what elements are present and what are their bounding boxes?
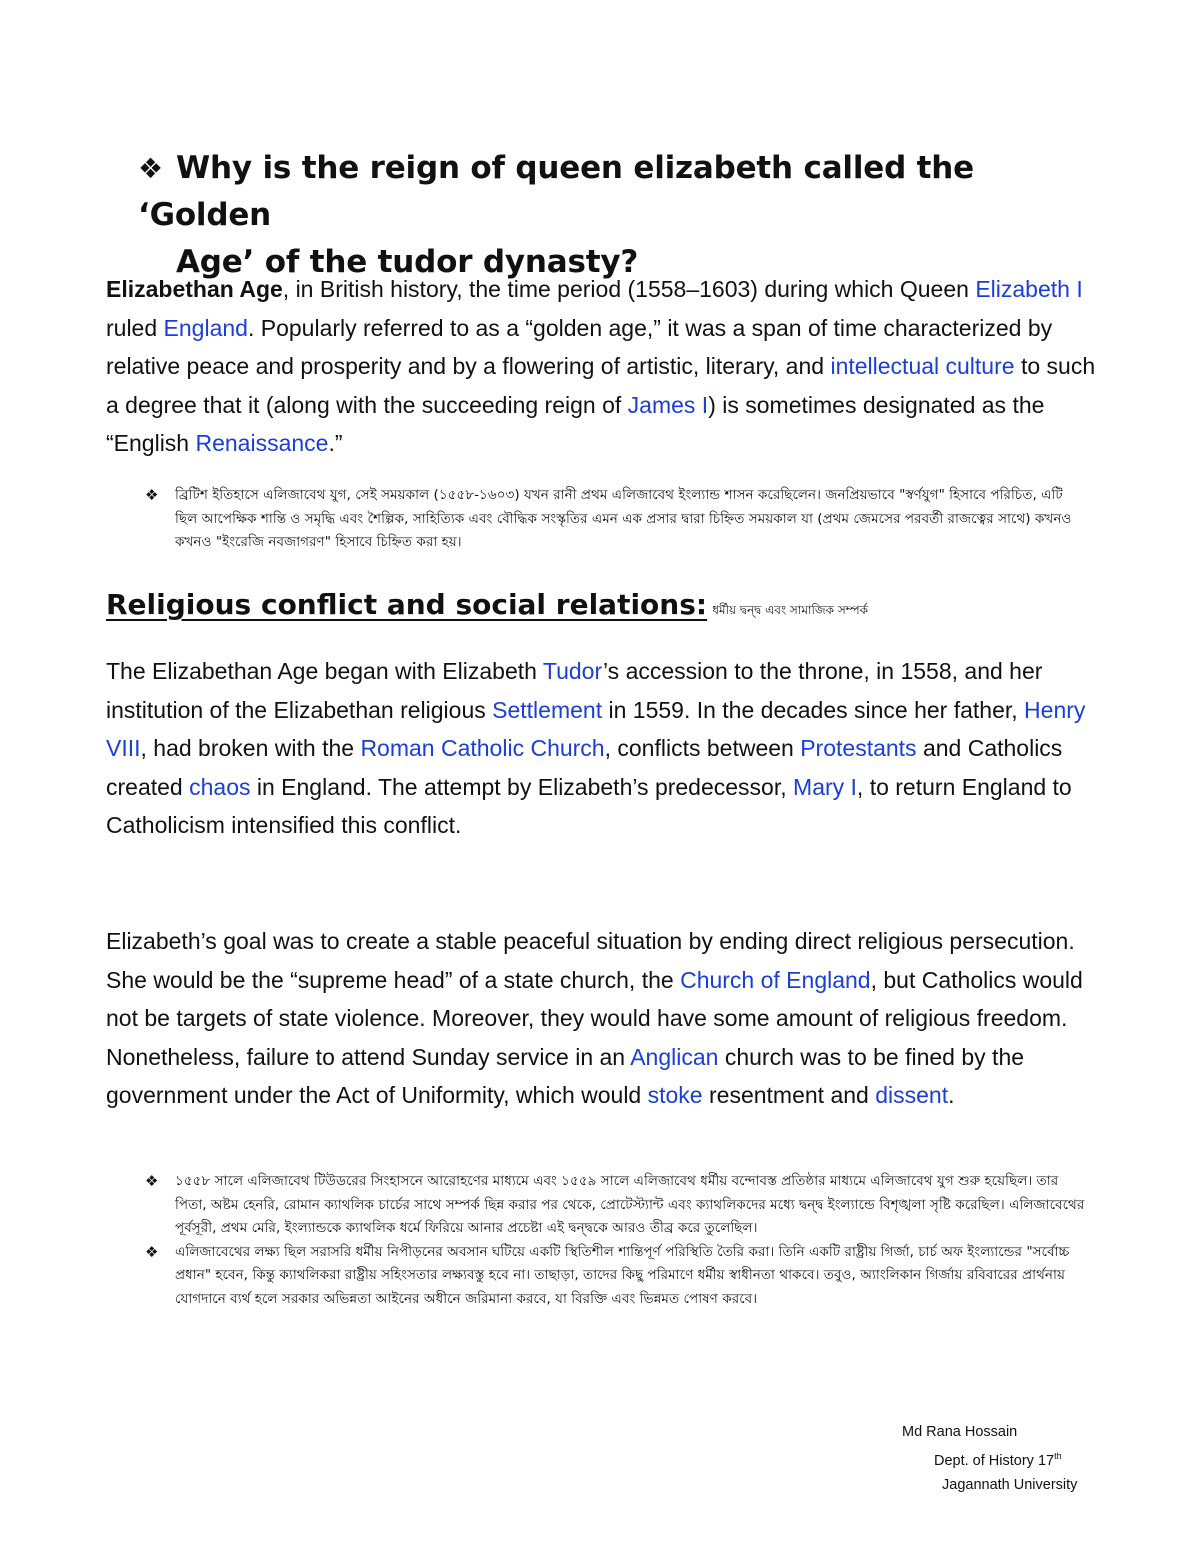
- link-henry-viii[interactable]: Henry VIII: [106, 696, 1086, 762]
- link-stoke[interactable]: stoke: [647, 1082, 703, 1109]
- author-department: Dept. of History 17th: [934, 1451, 1062, 1469]
- link-renaissance[interactable]: Renaissance: [195, 430, 329, 457]
- link-settlement[interactable]: Settlement: [492, 696, 603, 723]
- link-elizabeth-i[interactable]: Elizabeth I: [975, 276, 1083, 302]
- link-james-i[interactable]: James I: [627, 391, 709, 418]
- diamond-bullet-icon: ❖: [138, 152, 163, 185]
- list-item: ❖ ১৫৫৮ সালে এলিজাবেথ টিউডরের সিংহাসনে আরোহণের মাধ্যমে এবং ১৫৫৯ সালে এলিজাবেথ ধর্মীয় বন্দোবস্ত প্রতিষ্ঠার মাধ্যমে এলিজাবেথ যুগ শুরু হয়েছিল। তার পিতা, অষ্টম হেনরি, রোমান ক্যাথলিক চার্চের সাথে সম্পর্ক ছিন্ন করার পর থেকে, প্রোটেস্ট্যান্ট এবং ক্যাথলিকদের মধ্যে দ্বন্দ্ব ইংল্যান্ডে বিশৃঙ্খলা সৃষ্টি করেছিল। এলিজাবেথের পূর্বসূরী, প্রথম মেরি, ইংল্যান্ডকে ক্যাথলিক ধর্মে ফিরিয়ে আনার প্রচেষ্টা এই দ্বন্দ্বকে আরও তীব্র করে তুলেছিল।: [145, 1172, 1085, 1237]
- link-mary-i[interactable]: Mary I: [793, 773, 857, 800]
- section-heading: [106, 588, 1106, 622]
- link-tudor[interactable]: Tudor: [542, 658, 603, 684]
- diamond-bullet-icon: ❖: [145, 486, 159, 504]
- diamond-bullet-icon: ❖: [145, 1172, 159, 1190]
- link-anglican[interactable]: Anglican: [630, 1043, 719, 1070]
- list-item: ❖ ব্রিটিশ ইতিহাসে এলিজাবেথ যুগ, সেই সময়কাল (১৫৫৮-১৬০৩) যখন রানী প্রথম এলিজাবেথ ইংল্যান্ড শাসন করেছিলেন। জনপ্রিয়ভাবে "স্বর্ণযুগ" হিসাবে পরিচিত, এটি ছিল আপেক্ষিক শান্তি ও সমৃদ্ধি এবং শৈল্পিক, সাহিত্যিক এবং বৌদ্ধিক সংস্কৃতির এমন এক প্রসার দ্বারা চিহ্নিত সময়কাল যা (প্রথম জেমসের পরবর্তী রাজত্বের সাথে) কখনও কখনও "ইংরেজি নবজাগরণ" হিসাবে চিহ্নিত করা হয়।: [145, 486, 1072, 551]
- link-church-of-england[interactable]: Church of England: [680, 966, 871, 993]
- author-name: Md Rana Hossain: [902, 1424, 1018, 1440]
- list-item: ❖ এলিজাবেথের লক্ষ্য ছিল সরাসরি ধর্মীয় নিপীড়নের অবসান ঘটিয়ে একটি স্থিতিশীল শান্তিপূর্ণ পরিস্থিতি তৈরি করা। তিনি একটি রাষ্ট্রীয় গির্জা, চার্চ অফ ইংল্যান্ডের "সর্বোচ্চ প্রধান" হবেন, কিন্তু ক্যাথলিকরা রাষ্ট্রীয় সহিংসতার লক্ষ্যবস্তু হবে না। তাছাড়া, তাদের কিছু পরিমাণে ধর্মীয় স্বাধীনতা থাকবে। তবুও, অ্যাংলিকান গির্জায় রবিবারের প্রার্থনায় যোগদানে ব্যর্থ হলে সরকার অভিন্নতা আইনের অধীনে জরিমানা করবে, যা বিরক্তি এবং ভিন্নমত পোষণ করবে।: [145, 1242, 1070, 1307]
- author-university: Jagannath University: [942, 1476, 1078, 1493]
- question-line-2: Age’ of the tudor dynasty?: [176, 244, 639, 280]
- bengali-notes-2: [145, 1170, 1085, 1312]
- link-intellectual-culture[interactable]: intellectual culture: [830, 353, 1015, 380]
- link-dissent[interactable]: dissent: [875, 1082, 949, 1109]
- link-roman-catholic-church[interactable]: Roman Catholic Church: [360, 735, 605, 762]
- author-signature: [860, 1420, 1100, 1497]
- section-heading-english: Religious conflict and social relations:: [106, 588, 708, 621]
- religious-conflict-paragraph: The Elizabethan Age began with Elizabeth Tudor’s accession to the throne, in 1558, and her institution of the Elizabethan religious Settlement in 1559. In the decades since her father, Henry VIII, had broken with the Roman Catholic Church, conflicts between Protestants and Catholics created chaos in England. The attempt by Elizabeth’s predecessor, Mary I, to return England to Catholicism intensified this conflict.: [106, 658, 1086, 839]
- link-protestants[interactable]: Protestants: [800, 735, 917, 762]
- diamond-bullet-icon: ❖: [145, 1242, 159, 1261]
- question-line-1: ❖ Why is the reign of queen elizabeth called the ‘Golden: [138, 145, 1098, 239]
- intro-paragraph: Elizabethan Age, in British history, the time period (1558–1603) during which Queen Elizabeth I ruled England. Popularly referred to as a “golden age,” it was a span of time characterized by relative peace and prosperity and by a flowering of artistic, literary, and intellectual culture to such a degree that it (along with the succeeding reign of James I) is sometimes designated as the “English Renaissance.”: [106, 276, 1096, 457]
- link-england[interactable]: England: [163, 314, 248, 341]
- bengali-note-1: [145, 484, 1085, 555]
- section-heading-bengali: ধর্মীয় দ্বন্দ্ব এবং সামাজিক সম্পর্ক: [712, 603, 869, 617]
- question-heading: [138, 145, 1098, 286]
- link-chaos[interactable]: chaos: [189, 773, 251, 800]
- elizabeth-goal-paragraph: Elizabeth’s goal was to create a stable peaceful situation by ending direct religious persecution. She would be the “supreme head” of a state church, the Church of England, but Catholics would not be targets of state violence. Moreover, they would have some amount of religious freedom. Nonetheless, failure to attend Sunday service in an Anglican church was to be fined by the government under the Act of Uniformity, which would stoke resentment and dissent.: [106, 928, 1083, 1109]
- term-elizabethan-age: Elizabethan Age: [106, 276, 283, 302]
